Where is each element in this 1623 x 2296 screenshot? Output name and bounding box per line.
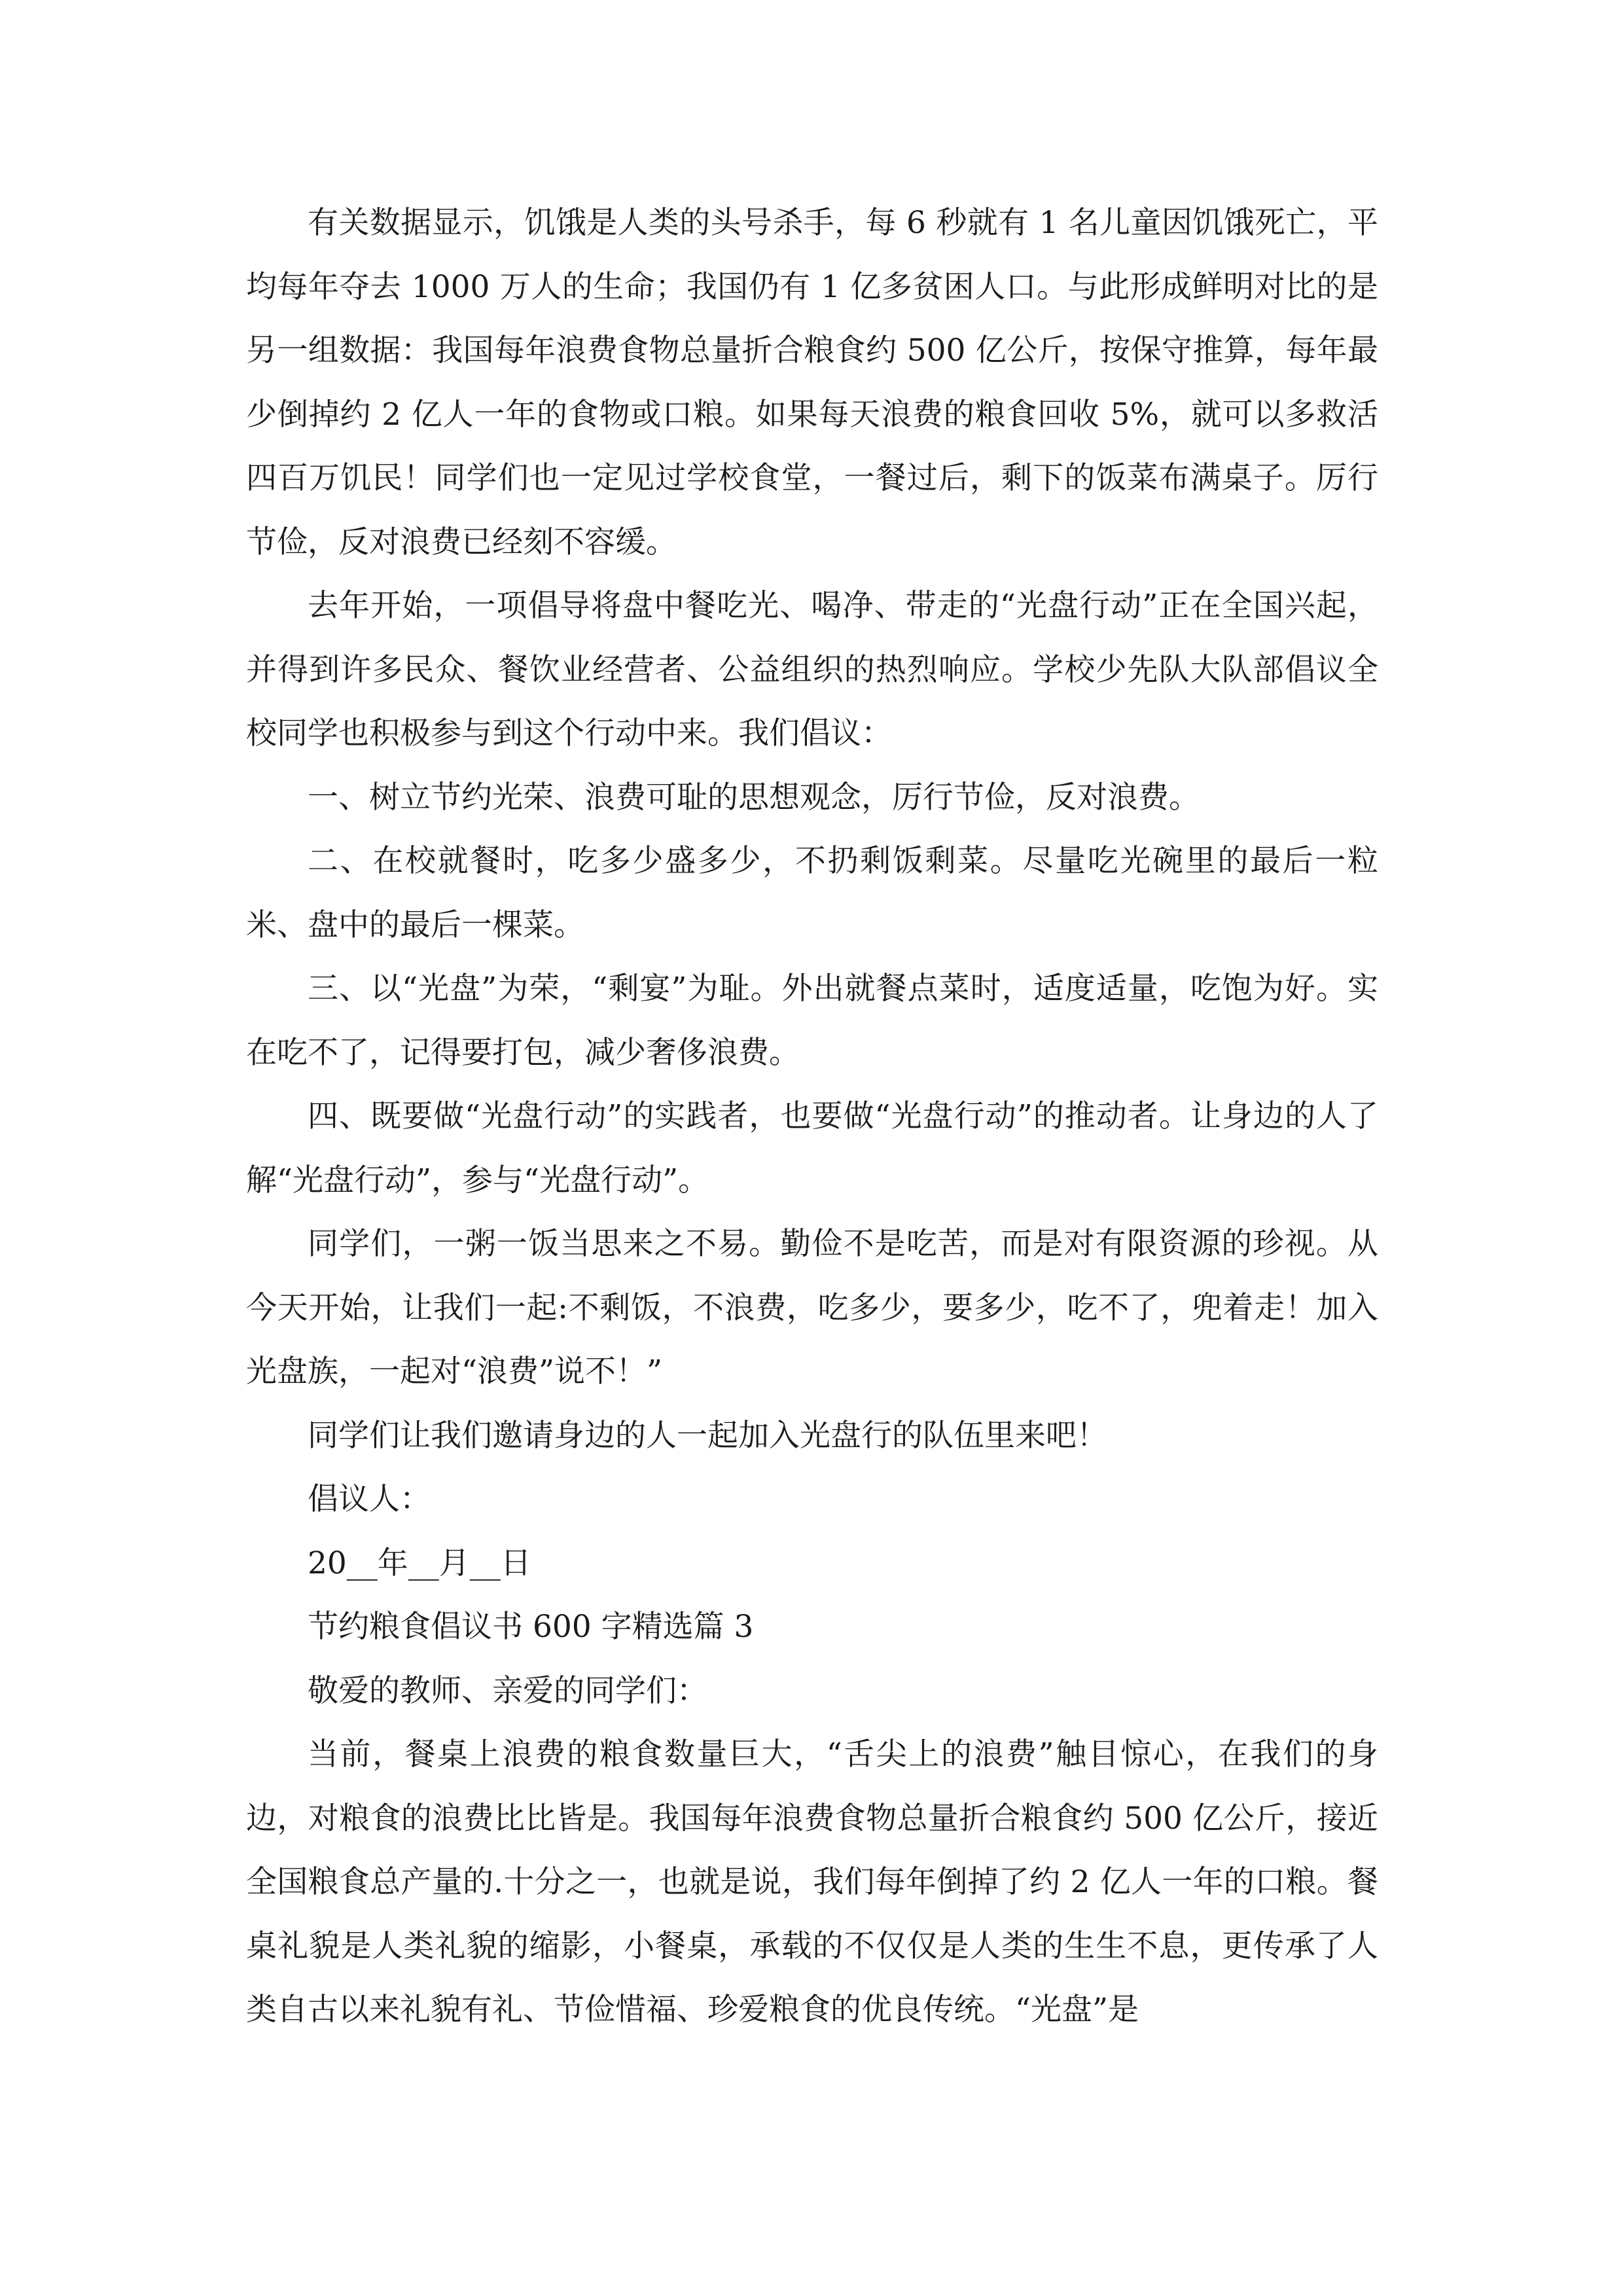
signature-line: 倡议人：	[308, 1481, 431, 1517]
proposal-item-1: 一、树立节约光荣、浪费可耻的思想观念，厉行节俭，反对浪费。	[308, 779, 1200, 816]
section-heading: 节约粮食倡议书 600 字精选篇 3	[308, 1609, 754, 1645]
proposal-item-2: 二、在校就餐时，吃多少盛多少，不扔剩饭剩菜。尽量吃光碗里的最后一粒米、盘中的最后一棵菜。	[246, 843, 1378, 943]
salutation: 敬爱的教师、亲爱的同学们：	[308, 1672, 707, 1709]
paragraph-clean-plate-intro: 去年开始，一项倡导将盘中餐吃光、喝净、带走的“光盘行动”正在全国兴起，并得到许多民众、餐饮业经营者、公益组织的热烈响应。学校少先队大队部倡议全校同学也积极参与到这个行动中来。我们倡议：	[246, 588, 1378, 751]
paragraph-appeal: 同学们，一粥一饭当思来之不易。勤俭不是吃苦，而是对有限资源的珍视。从今天开始，让我们一起:不剩饭，不浪费，吃多少，要多少，吃不了，兜着走！加入光盘族，一起对“浪费”说不！”	[246, 1226, 1378, 1390]
paragraph-invitation: 同学们让我们邀请身边的人一起加入光盘行的队伍里来吧！	[308, 1417, 1107, 1454]
proposal-item-4: 四、既要做“光盘行动”的实践者，也要做“光盘行动”的推动者。让身边的人了解“光盘行动”，参与“光盘行动”。	[246, 1098, 1378, 1198]
date-line: 20__年__月__日	[308, 1545, 531, 1581]
paragraph-food-waste: 当前，餐桌上浪费的粮食数量巨大，“舌尖上的浪费”触目惊心，在我们的身边，对粮食的浪费比比皆是。我国每年浪费食物总量折合粮食约 500 亿公斤，接近全国粮食总产量的.十分之一，也就是说，我们每年倒掉了约 2 亿人一年的口粮。餐桌礼貌是人类礼貌的缩影，小餐桌，承载的不仅仅是人类的生生不息，更传承了人类自古以来礼貌有礼、节俭惜福、珍爱粮食的优良传统。“光盘”是	[246, 1736, 1378, 2028]
document-body	[246, 191, 1378, 2042]
proposal-item-3: 三、以“光盘”为荣，“剩宴”为耻。外出就餐点菜时，适度适量，吃饱为好。实在吃不了，记得要打包，减少奢侈浪费。	[246, 971, 1378, 1071]
paragraph-hunger-data: 有关数据显示，饥饿是人类的头号杀手，每 6 秒就有 1 名儿童因饥饿死亡，平均每年夺去 1000 万人的生命；我国仍有 1 亿多贫困人口。与此形成鲜明对比的是另一组数据：我国每年浪费食物总量折合粮食约 500 亿公斤，按保守推算，每年最少倒掉约 2 亿人一年的食物或口粮。如果每天浪费的粮食回收 5%，就可以多救活四百万饥民！同学们也一定见过学校食堂，一餐过后，剩下的饭菜布满桌子。厉行节俭，反对浪费已经刻不容缓。	[246, 205, 1378, 560]
